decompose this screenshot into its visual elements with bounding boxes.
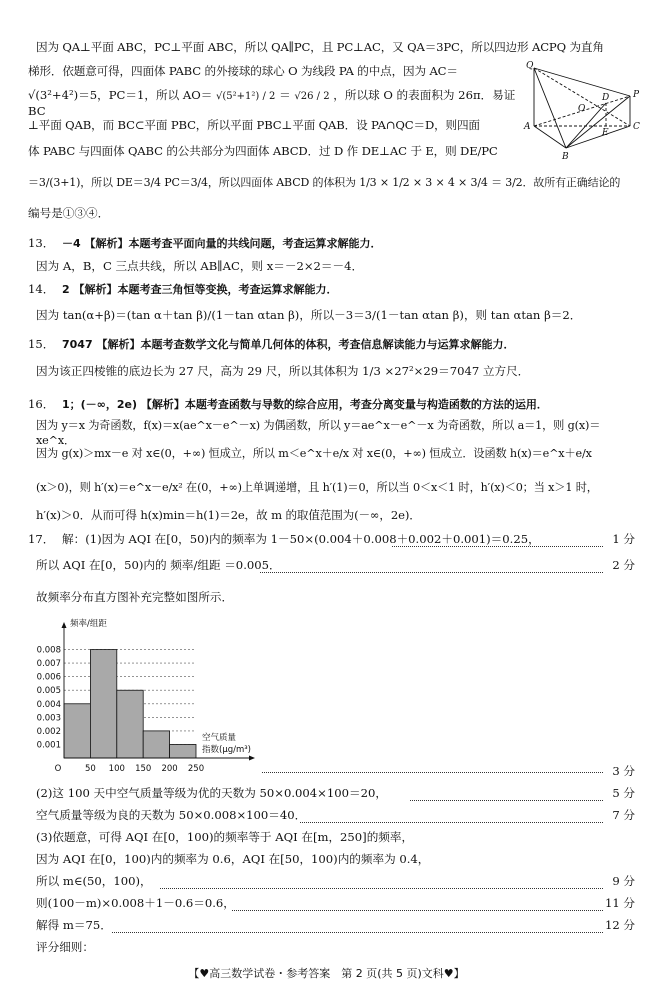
p12-line-1: 因为 QA⊥平面 ABC，PC⊥平面 ABC，所以 QA∥PC，且 PC⊥AC，又 QA＝3PC，所以四边形 ACPQ 为直角 bbox=[36, 40, 604, 54]
score-10: 12 分 bbox=[604, 918, 635, 932]
y-axis-arrow bbox=[62, 622, 67, 628]
x-axis-arrow bbox=[249, 756, 255, 761]
p17-line-1-text: 解：(1)因为 AQI 在[0，50)内的频率为 1－50×(0.004＋0.008＋0.002＋0.001)＝0.25， bbox=[62, 532, 540, 546]
histogram-bar bbox=[143, 731, 169, 758]
p12-line-3a: √(3²+4²)＝5，PC＝1，所以 AO＝ bbox=[28, 88, 213, 102]
dots-5 bbox=[300, 822, 603, 823]
p16-head bbox=[28, 397, 637, 413]
p12-line-2: 梯形．依题意可得，四面体 PABC 的外接球的球心 O 为线段 PA 的中点，因为 AC＝ bbox=[28, 64, 458, 78]
dots-1 bbox=[392, 546, 603, 547]
score-5: 7 分 bbox=[612, 808, 635, 822]
score-3: 3 分 bbox=[612, 764, 635, 778]
p16-heading: 1；(－∞，2e) 【解析】本题考查函数与导数的综合应用，考查分离变量与构造函数的方法的运用． bbox=[62, 398, 548, 411]
x-tick-label: 200 bbox=[161, 764, 178, 774]
p13-number: 13． bbox=[28, 236, 55, 250]
histogram-bar bbox=[64, 704, 90, 758]
x-tick-label: 150 bbox=[135, 764, 152, 774]
y-tick-label: 0.007 bbox=[36, 659, 61, 670]
label-b: B bbox=[562, 152, 569, 160]
p12-line-3e: ，所以球 O 的表面积为 26π．易证 BC bbox=[28, 88, 516, 118]
p17-line-6: (3)依题意，可得 AQI 在[0，100)的频率等于 AQI 在[m，250]的频率， bbox=[36, 830, 414, 844]
y-tick-label: 0.008 bbox=[36, 645, 61, 656]
edge-qb bbox=[534, 68, 566, 148]
label-c: C bbox=[633, 122, 640, 132]
p17-line-5: 空气质量等级为良的天数为 50×0.008×100＝40． bbox=[36, 808, 307, 822]
x-axis-label-line1: 空气质量 bbox=[202, 733, 237, 743]
dots-9 bbox=[232, 910, 603, 911]
dots-2 bbox=[260, 572, 603, 573]
label-e: E bbox=[602, 128, 609, 138]
dots-3 bbox=[262, 772, 603, 773]
y-tick-label: 0.004 bbox=[36, 699, 61, 710]
edge-pb bbox=[566, 96, 630, 148]
p17-number: 17． bbox=[28, 532, 55, 546]
page-footer: 【♥高三数学试卷・参考答案 第 2 页(共 5 页)文科♥】 bbox=[188, 967, 465, 980]
p17-line-11: 评分细则： bbox=[36, 940, 94, 954]
x-axis-label-line2: 指数(μg/m³) bbox=[202, 745, 251, 755]
y-tick-label: 0.006 bbox=[36, 672, 61, 683]
dots-10 bbox=[112, 932, 603, 933]
p14-head bbox=[28, 282, 637, 298]
p12-frac-ao: √(5²+1²) / 2 bbox=[216, 91, 276, 102]
p17-line-3: 故频率分布直方图补充完整如图所示． bbox=[36, 590, 234, 604]
score-4: 5 分 bbox=[612, 786, 635, 800]
y-tick-label: 0.001 bbox=[36, 740, 61, 751]
p14-body: 因为 tan(α+β)＝(tan α＋tan β)/(1－tan αtan β)，所以－3＝3/(1－tan αtan β)，则 tan αtan β＝2． bbox=[36, 308, 582, 322]
y-tick-label: 0.005 bbox=[36, 686, 61, 697]
x-tick-label: 50 bbox=[84, 764, 96, 774]
p12-line-4: ⊥平面 QAB，而 BC⊂平面 PBC，所以平面 PBC⊥平面 QAB．设 PA∩QC＝D，则四面 bbox=[28, 118, 480, 132]
p15-heading: 7047 【解析】本题考查数学文化与简单几何体的体积，考查信息解读能力与运算求解能力． bbox=[62, 338, 515, 351]
p15-body: 因为该正四棱锥的底边长为 27 尺，高为 29 尺，所以其体积为 1/3 ×27²×29＝7047 立方尺． bbox=[36, 364, 530, 378]
dots-8 bbox=[160, 888, 603, 889]
p16-number: 16． bbox=[28, 397, 55, 411]
score-9: 11 分 bbox=[604, 896, 635, 910]
p15-number: 15． bbox=[28, 337, 55, 351]
histogram-bar bbox=[90, 650, 116, 758]
x-tick-label: 250 bbox=[187, 764, 205, 774]
score-8: 9 分 bbox=[612, 874, 635, 888]
p16-line-3: (x＞0)，则 h′(x)＝e^x－e/x² 在(0，+∞)上单调递增，且 h′(1)＝0，所以当 0＜x＜1 时，h′(x)＜0；当 x＞1 时， bbox=[36, 481, 598, 494]
p17-line-4: (2)这 100 天中空气质量等级为优的天数为 50×0.004×100＝20， bbox=[36, 786, 387, 800]
p17-line-7: 因为 AQI 在[0，100)内的频率为 0.6，AQI 在[50，100)内的频率为 0.4， bbox=[36, 852, 430, 866]
label-d: D bbox=[602, 93, 610, 103]
p17-line-9: 则(100－m)×0.008＋1－0.6＝0.6， bbox=[36, 896, 235, 910]
x-tick-label: 100 bbox=[108, 764, 125, 774]
p17-line-10: 解得 m＝75． bbox=[36, 918, 112, 932]
p12-line-7: 编号是①③④． bbox=[28, 206, 110, 220]
frequency-histogram bbox=[30, 612, 270, 780]
p16-line-4: h′(x)＞0．从而可得 h(x)min＝h(1)＝2e，故 m 的取值范围为(－∞，2e)． bbox=[36, 508, 421, 522]
y-axis-label: 频率/组距 bbox=[70, 619, 107, 629]
p14-number: 14． bbox=[28, 282, 55, 296]
p12-line-3 bbox=[28, 88, 523, 119]
label-a: A bbox=[524, 122, 531, 132]
label-q: Q bbox=[526, 61, 534, 71]
p13-heading: －4 【解析】本题考查平面向量的共线问题，考查运算求解能力． bbox=[62, 237, 382, 250]
x-tick-label: O bbox=[54, 764, 62, 774]
tetrahedron-figure bbox=[522, 56, 642, 160]
histogram-bar bbox=[170, 744, 196, 758]
label-p: P bbox=[633, 90, 640, 100]
p16-line-1: 因为 y＝x 为奇函数，f(x)＝x(ae^x－e^－x) 为偶函数，所以 y＝ae^x－e^－x 为奇函数，所以 a＝1，则 g(x)＝xe^x． bbox=[36, 419, 601, 448]
p17-line-8: 所以 m∈(50，100)， bbox=[36, 874, 152, 888]
y-tick-label: 0.002 bbox=[36, 726, 61, 737]
score-1: 1 分 bbox=[612, 532, 635, 546]
p16-line-2: 因为 g(x)＞mx－e 对 x∈(0，+∞) 恒成立，所以 m＜e^x＋e/x 对 x∈(0，+∞) 恒成立．设函数 h(x)＝e^x＋e/x bbox=[36, 447, 592, 460]
p12-line-5: 体 PABC 与四面体 QABC 的公共部分为四面体 ABCD．过 D 作 DE⊥AC 于 E，则 DE/PC bbox=[28, 144, 498, 158]
score-2: 2 分 bbox=[612, 558, 635, 572]
p15-head bbox=[28, 337, 637, 353]
p12-line-6: ＝3/(3+1)，所以 DE＝3/4 PC＝3/4，所以四面体 ABCD 的体积为 1/3 × 1/2 × 3 × 4 × 3/4 ＝ 3/2．故所有正确结论的 bbox=[28, 176, 621, 189]
p14-heading: 2 【解析】本题考查三角恒等变换，考查运算求解能力． bbox=[62, 283, 338, 296]
edge-qp bbox=[534, 68, 630, 96]
p17-line-2: 所以 AQI 在[0，50)内的 频率/组距 ＝0.005． bbox=[36, 558, 281, 572]
label-o: O bbox=[578, 104, 586, 114]
edge-qc bbox=[534, 68, 630, 126]
y-tick-label: 0.003 bbox=[36, 713, 61, 724]
dots-4 bbox=[410, 800, 603, 801]
histogram-bar bbox=[117, 690, 143, 758]
p12-eq: ＝ bbox=[279, 88, 291, 102]
p13-body: 因为 A，B，C 三点共线，所以 AB∥AC，则 x＝－2×2＝－4． bbox=[36, 259, 364, 273]
p12-frac-sqrt26: √26 / 2 bbox=[294, 91, 330, 102]
p13-head bbox=[28, 236, 637, 252]
